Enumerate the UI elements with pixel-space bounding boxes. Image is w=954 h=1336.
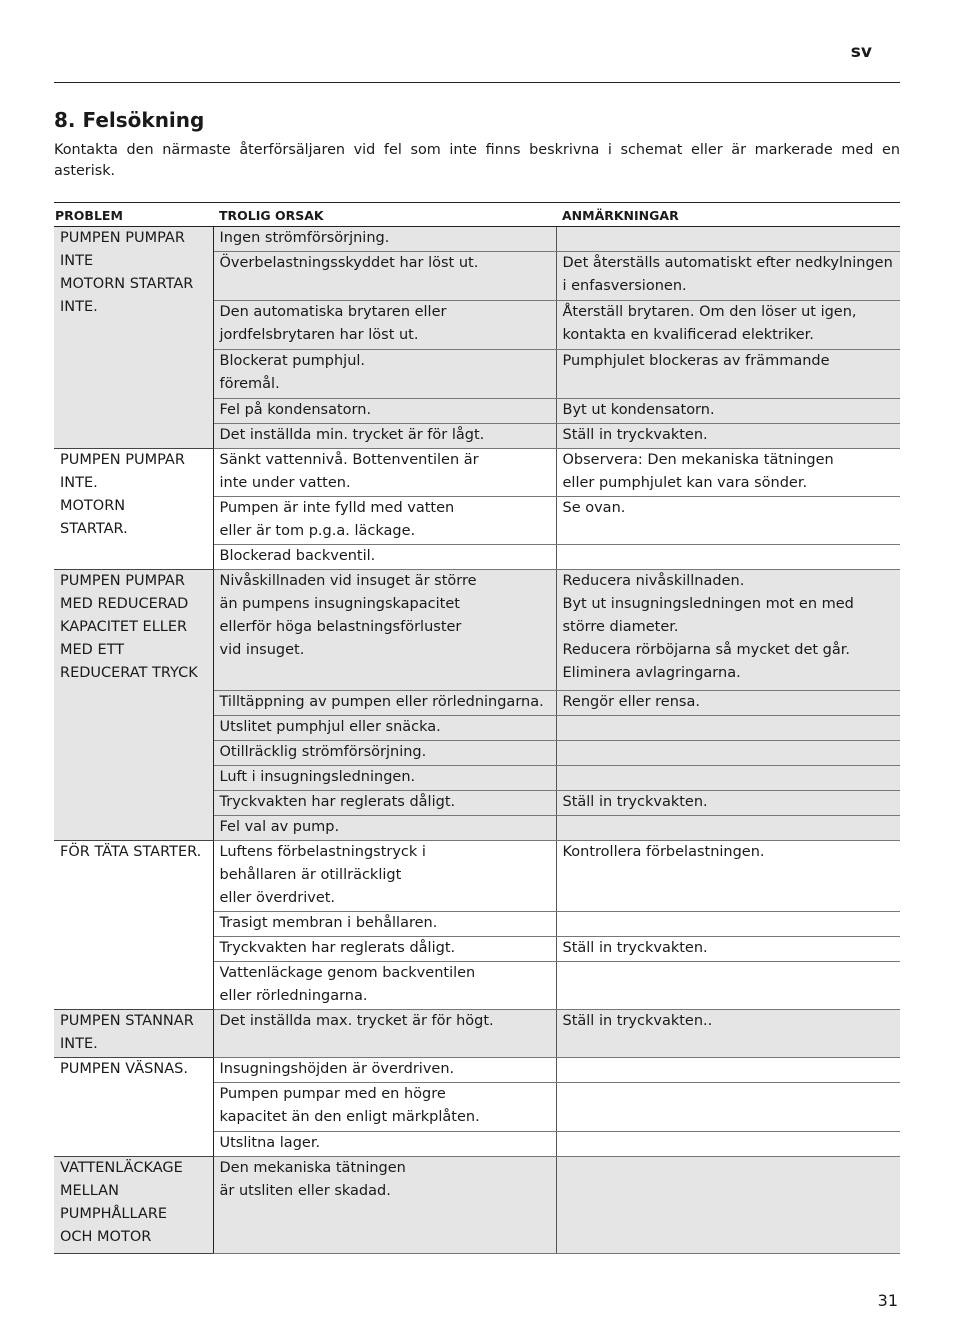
- remark-cell: [556, 912, 900, 937]
- remark-cell: Ställ in tryckvakten.: [556, 424, 900, 449]
- cause-cell: Ingen strömförsörjning.: [213, 227, 556, 252]
- remark-cell: Ställ in tryckvakten.: [556, 791, 900, 816]
- cause-cell: Det inställda max. trycket är för högt.: [213, 1010, 556, 1058]
- remark-cell: Ställ in tryckvakten.: [556, 937, 900, 962]
- table-row: [54, 1010, 900, 1058]
- remark-cell: [556, 1157, 900, 1254]
- page-number: 31: [877, 1291, 898, 1310]
- cause-cell: Fel på kondensatorn.: [213, 399, 556, 424]
- table-row: [54, 227, 900, 252]
- cause-cell: Tilltäppning av pumpen eller rörledningarna.: [213, 691, 556, 716]
- language-code: sv: [850, 42, 872, 62]
- remark-cell: Reducera nivåskillnaden. Byt ut insugningsledningen mot en med större diameter. Reducera rörböjarna så mycket det går. Eliminera avlagringarna.: [556, 570, 900, 691]
- problem-cell: VATTENLÄCKAGE MELLAN PUMPHÅLLARE OCH MOTOR: [54, 1157, 213, 1254]
- cause-cell: Sänkt vattennivå. Bottenventilen är inte under vatten.: [213, 449, 556, 497]
- section-intro: Kontakta den närmaste återförsäljaren vid fel som inte finns beskrivna i schemat eller är markerade med en asterisk.: [54, 142, 900, 179]
- cause-cell: Otillräcklig strömförsörjning.: [213, 741, 556, 766]
- column-header-problem: PROBLEM: [54, 203, 213, 227]
- table-row: [54, 570, 900, 691]
- table-header-row: [54, 203, 900, 227]
- column-header-cause: TROLIG ORSAK: [213, 203, 556, 227]
- table-row: [54, 449, 900, 497]
- problem-cell: PUMPEN PUMPAR INTE MOTORN STARTAR INTE.: [54, 227, 213, 449]
- cause-cell: Tryckvakten har reglerats dåligt.: [213, 937, 556, 962]
- remark-cell: [556, 1132, 900, 1157]
- remark-cell: [556, 1083, 900, 1132]
- remark-cell: [556, 1058, 900, 1083]
- remark-cell: Det återställs automatiskt efter nedkylningen i enfasversionen.: [556, 252, 900, 301]
- cause-cell: Det inställda min. trycket är för lågt.: [213, 424, 556, 449]
- cause-cell: Utslitna lager.: [213, 1132, 556, 1157]
- remark-cell: Återställ brytaren. Om den löser ut igen, kontakta en kvalificerad elektriker.: [556, 301, 900, 350]
- cause-cell: Vattenläckage genom backventilen eller rörledningarna.: [213, 962, 556, 1010]
- problem-cell: FÖR TÄTA STARTER.: [54, 841, 213, 1010]
- table-row: [54, 1157, 900, 1254]
- problem-cell: PUMPEN VÄSNAS.: [54, 1058, 213, 1157]
- cause-cell: Tryckvakten har reglerats dåligt.: [213, 791, 556, 816]
- cause-cell: Nivåskillnaden vid insuget är större än pumpens insugningskapacitet ellerför höga belastningsförluster vid insuget.: [213, 570, 556, 691]
- problem-cell: PUMPEN PUMPAR MED REDUCERAD KAPACITET ELLER MED ETT REDUCERAT TRYCK: [54, 570, 213, 841]
- cause-cell: Blockerat pumphjul. föremål.: [213, 350, 556, 399]
- cause-cell: Fel val av pump.: [213, 816, 556, 841]
- remark-cell: [556, 766, 900, 791]
- cause-cell: Trasigt membran i behållaren.: [213, 912, 556, 937]
- remark-cell: [556, 227, 900, 252]
- remark-cell: Kontrollera förbelastningen.: [556, 841, 900, 912]
- remark-cell: [556, 545, 900, 570]
- cause-cell: Den automatiska brytaren eller jordfelsbrytaren har löst ut.: [213, 301, 556, 350]
- remark-cell: [556, 741, 900, 766]
- remark-cell: Byt ut kondensatorn.: [556, 399, 900, 424]
- table-body: [54, 227, 900, 1254]
- cause-cell: Luftens förbelastningstryck i behållaren är otillräckligt eller överdrivet.: [213, 841, 556, 912]
- remark-cell: Ställ in tryckvakten..: [556, 1010, 900, 1058]
- table-row: [54, 1058, 900, 1083]
- remark-cell: Observera: Den mekaniska tätningen eller pumphjulet kan vara sönder.: [556, 449, 900, 497]
- cause-cell: Blockerad backventil.: [213, 545, 556, 570]
- troubleshooting-table: [54, 202, 900, 1254]
- problem-cell: PUMPEN PUMPAR INTE. MOTORN STARTAR.: [54, 449, 213, 570]
- cause-cell: Pumpen pumpar med en högre kapacitet än den enligt märkplåten.: [213, 1083, 556, 1132]
- remark-cell: Rengör eller rensa.: [556, 691, 900, 716]
- column-header-remarks: ANMÄRKNINGAR: [556, 203, 900, 227]
- cause-cell: Luft i insugningsledningen.: [213, 766, 556, 791]
- header-divider: [54, 82, 900, 83]
- cause-cell: Pumpen är inte fylld med vatten eller är tom p.g.a. läckage.: [213, 497, 556, 545]
- remark-cell: [556, 716, 900, 741]
- remark-cell: [556, 816, 900, 841]
- cause-cell: Den mekaniska tätningen är utsliten eller skadad.: [213, 1157, 556, 1254]
- section-title: 8. Felsökning: [54, 108, 205, 132]
- table-row: [54, 841, 900, 912]
- problem-cell: PUMPEN STANNAR INTE.: [54, 1010, 213, 1058]
- remark-cell: Se ovan.: [556, 497, 900, 545]
- cause-cell: Utslitet pumphjul eller snäcka.: [213, 716, 556, 741]
- cause-cell: Insugningshöjden är överdriven.: [213, 1058, 556, 1083]
- cause-cell: Överbelastningsskyddet har löst ut.: [213, 252, 556, 301]
- remark-cell: Pumphjulet blockeras av främmande: [556, 350, 900, 399]
- remark-cell: [556, 962, 900, 1010]
